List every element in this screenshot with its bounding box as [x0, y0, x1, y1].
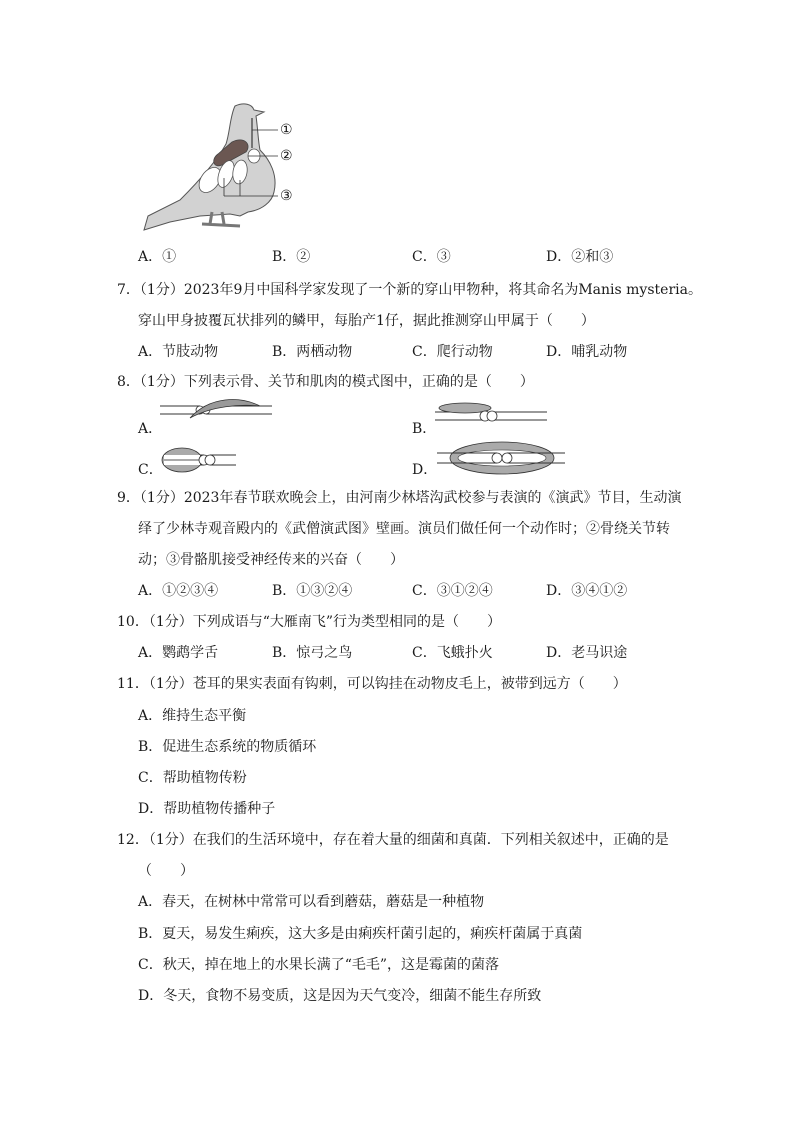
q8-option-a[interactable]: A． — [138, 421, 163, 437]
q11-option-a[interactable]: A．维持生态平衡 — [138, 708, 247, 724]
q7-stem-line2: 穿山甲身披覆瓦状排列的鳞甲，每胎产1仔，据此推测穿山甲属于（ ） — [138, 313, 595, 329]
q7-option-a[interactable]: A．节肢动物 — [138, 344, 219, 360]
q9-option-c[interactable]: C．③①②④ — [412, 583, 493, 599]
q9-stem-line2: 绎了少林寺观音殿内的《武僧演武图》壁画。演员们做任何一个动作时；②骨绕关节转 — [138, 521, 670, 537]
q10-option-c[interactable]: C．飞蛾扑火 — [412, 645, 493, 661]
q8-stem-line1: 8．（1分）下列表示骨、关节和肌肉的模式图中，正确的是（ ） — [117, 374, 534, 390]
q8-option-c[interactable]: C． — [138, 462, 163, 478]
q10-option-d[interactable]: D．老马识途 — [546, 645, 628, 661]
q12-stem-line2: （ ） — [138, 863, 194, 879]
q9-option-a[interactable]: A．①②③④ — [138, 583, 219, 599]
q8-figure-a — [160, 400, 275, 424]
q10-stem-line1: 10．（1分）下列成语与“大雁南飞”行为类型相同的是（ ） — [117, 614, 502, 630]
q7-option-b[interactable]: B．两栖动物 — [272, 344, 353, 360]
q12-stem-line1: 12．（1分）在我们的生活环境中，存在着大量的细菌和真菌．下列相关叙述中，正确的是 — [117, 832, 669, 848]
q6-option-a[interactable]: A．① — [138, 249, 177, 265]
q8-figure-c — [160, 446, 240, 476]
q7-stem-line1: 7．（1分）2023年9月中国科学家发现了一个新的穿山甲物种，将其命名为Manis mysteria。 — [117, 282, 702, 298]
q8-figure-d — [437, 440, 567, 476]
q8-option-b[interactable]: B． — [412, 421, 437, 437]
q6-option-c[interactable]: C．③ — [412, 249, 451, 265]
bird-body-shape — [144, 104, 275, 230]
q6-option-b[interactable]: B．② — [272, 249, 311, 265]
q12-option-c[interactable]: C．秋天，掉在地上的水果长满了“毛毛”，这是霉菌的菌落 — [138, 957, 500, 973]
q10-option-a[interactable]: A．鹦鹉学舌 — [138, 645, 219, 661]
q9-option-b[interactable]: B．①③②④ — [272, 583, 353, 599]
q11-option-b[interactable]: B．促进生态系统的物质循环 — [138, 739, 317, 755]
q11-stem-line1: 11．（1分）苍耳的果实表面有钩刺，可以钩挂在动物皮毛上，被带到远方（ ） — [117, 676, 627, 692]
q9-stem-line1: 9．（1分）2023年春节联欢晚会上，由河南少林塔沟武校参与表演的《演武》节目，生动演 — [117, 490, 682, 506]
q8-figure-b — [435, 404, 550, 428]
q12-option-a[interactable]: A．春天，在树林中常常可以看到蘑菇，蘑菇是一种植物 — [138, 894, 485, 910]
q12-option-b[interactable]: B．夏天，易发生痢疾，这大多是由痢疾杆菌引起的，痢疾杆菌属于真菌 — [138, 926, 583, 942]
fig-label-1: ① — [280, 122, 293, 138]
q11-option-c[interactable]: C．帮助植物传粉 — [138, 770, 247, 786]
q9-stem-line3: 动；③骨骼肌接受神经传来的兴奋（ ） — [138, 552, 404, 568]
q11-option-d[interactable]: D．帮助植物传播种子 — [138, 801, 276, 817]
fig-label-2: ② — [280, 148, 293, 164]
q10-option-b[interactable]: B．惊弓之鸟 — [272, 645, 353, 661]
bird-figure — [140, 100, 310, 235]
q8-option-d[interactable]: D． — [412, 462, 438, 478]
q9-option-d[interactable]: D．③④①② — [546, 583, 628, 599]
q6-option-d[interactable]: D．②和③ — [546, 249, 614, 265]
q7-option-d[interactable]: D．哺乳动物 — [546, 344, 628, 360]
fig-label-3: ③ — [280, 188, 293, 204]
q7-option-c[interactable]: C．爬行动物 — [412, 344, 493, 360]
q12-option-d[interactable]: D．冬天，食物不易变质，这是因为天气变冷，细菌不能生存所致 — [138, 988, 542, 1004]
